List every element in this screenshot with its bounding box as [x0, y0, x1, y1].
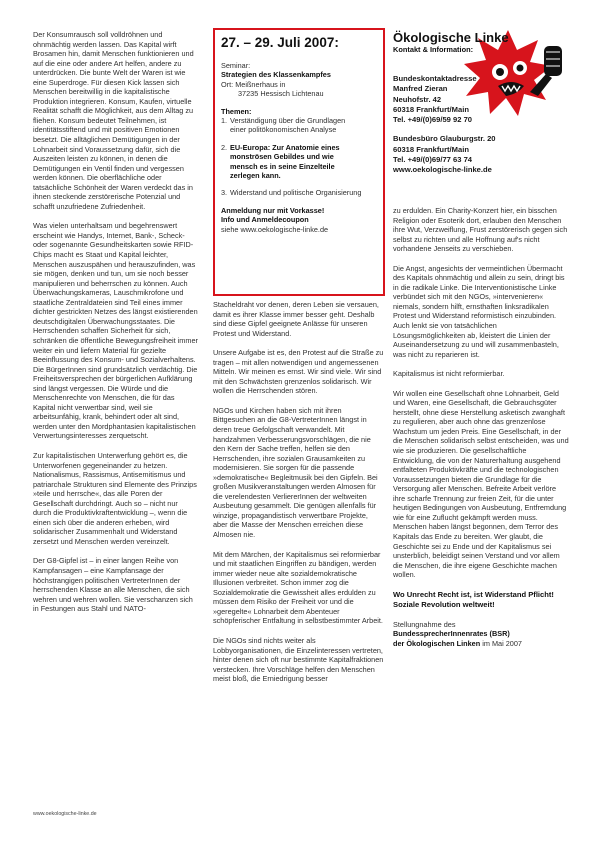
- anmeldung-line-1: Anmeldung nur mit Vorkasse!: [221, 205, 325, 215]
- contact-line: 60318 Frankfurt/Main: [393, 144, 469, 154]
- statement-org: der Ökologischen Linken: [393, 638, 481, 648]
- paragraph: Der G8-Gipfel ist – in einer langen Reihe von Kampfansagen – eine Kampfansage der höchstrangigen politischen VertreterInnen der herrschenden Klasse an alle Menschen, die sich wehren und wehren wollen. Sie verschanzen sich in Festungen aus Stahl und NATO-: [33, 556, 193, 614]
- paragraph: Die NGOs sind nichts weiter als Lobbyorganisationen, die Einzelinteressen vertreten, hinter denen sich oft nur bestimmte Kapitalfraktionen verstecken. Ihre Vorschläge helfen den Menschen meist bloß, die Erniedrigung besser: [213, 635, 384, 684]
- paragraph: Kapitalismus ist nicht reformierbar.: [393, 369, 505, 379]
- themen-number: 1.: [221, 116, 228, 126]
- contact-line: Bundeskontaktadresse: [393, 74, 477, 83]
- themen-line: monströsen Gebildes und wie: [230, 152, 334, 162]
- themen-line: zerlegen kann.: [230, 171, 281, 181]
- location-line-2: 37235 Hessisch Lichtenau: [238, 89, 324, 99]
- themen-line: Verständigung über die Grundlagen: [230, 116, 346, 126]
- themen-line: EU-Europa: Zur Anatomie eines: [230, 142, 340, 152]
- paragraph: Die Angst, angesichts der vermeintlichen Übermacht des Kapitals ohnmächtig und allein zu sein, dringt bis in die radikale Linke. Die Interventionistische Linke verbündet sich mit den NGOs, »intervenieren« niemals, sondern hilft, ernsthaften linksradikalen Protest und Widerstand reformistisch einzubinden. Auch lenkt sie von tatsächlichen Lösungsmöglichkeiten ab, kleistert die Linien der Auseinandersetzung zu und will zusammenbasteln, was nicht zu reparieren ist.: [393, 263, 565, 359]
- themen-label: Themen:: [221, 106, 252, 116]
- statement-line-1: Stellungnahme des: [393, 619, 456, 629]
- contact-line: Bundesbüro Glauburgstr. 20: [393, 134, 496, 144]
- paragraph: Der Konsumrausch soll volldröhnen und ohnmächtig werden lassen. Das Kapital wirft Brosamen hin, damit Menschen funktionieren und auf die eine oder andere Art helfen, andere zu unterdrücken. Die bunte Welt der Waren ist wie eine Superdroge. Für diesen Kick lassen sich Menschen bereitwillig in die kapitalistische Produktion integrieren. Konsum, Kaufen, virtuelle Realität schafft die Möglichkeit, aus dem Alltag zu fliehen. Konsum bedeutet Teilnehmen, ist identitätsstiftend und mit positiven Emotionen besetzt. Die alltäglichen Demütigungen in der Lohnarbeit sind Voraussetzung dafür, sich die Auszeiten leisten zu können, in denen die Demütigungen ein Ventil finden und vergessen werden können. Die oberflächliche oder tatsächliche Schönheit der Waren verdeckt das in ihnen steckende zerstörerische Potenzial und schafft unzufriedene Zufriedenheit.: [33, 30, 194, 211]
- contact-website-link[interactable]: www.oekologische-linke.de: [393, 165, 492, 175]
- paragraph: Was vielen unterhaltsam und begehrenswert erscheint wie Handys, Internet, Bank-, Scheck- oder sogenannte Gesundheitskarten sowie RFID-Chips macht es Staat und Kapital leichter, Menschen auszuspähen und herauszufinden, was sie mögen, denken und tun, um sie noch besser manipulieren und beherrschen zu können. Auch Überwachungskameras, Lauschmikrofone und staatliche Zentraldateien sind Teil eines immer dichter gestrickten Netzes des längst existierenden deutschdigitalen Überwachungsstaates. Die Herrschenden schaffen Sicherheit für sich, schränken die öffentliche Bewegungsfreiheit immer weiter ein und liefern Material für gezielte Beeinflussung des Konsum- und Sozialverhaltens. Die BürgerInnen sind grundsätzlich verdächtig. Die Freiheitsversprechen der bürgerlichen Aufklärung sind längst vergessen. Die Würde und die Menschenrechte von Menschen, die für das Kapital nicht verwertbar sind, weil sie arbeitsunfähig, krank, behindert oder alt sind, werden unter den Mordphantasien kapitalistischen Verwertungsinteresses zerquetscht.: [33, 221, 198, 441]
- themen-line: mensch es in seine Einzelteile: [230, 161, 335, 171]
- event-box: [213, 28, 385, 296]
- themen-item-1: [221, 116, 377, 135]
- themen-line: einer politökonomischen Analyse: [230, 125, 337, 135]
- footer-url[interactable]: www.oekologische-linke.de: [33, 811, 97, 817]
- contact-phone: Tel. +49/(0)69/59 92 70: [393, 115, 473, 125]
- statement-line-2: BundessprecherInnenrates (BSR): [393, 629, 510, 639]
- event-website-link[interactable]: siehe www.oekologische-linke.de: [221, 224, 329, 234]
- contact-phone: Tel. +49/(0)69/77 63 74: [393, 155, 473, 165]
- paragraph: Stacheldraht vor denen, deren Leben sie versauen, damit es ihrer Klasse immer besser geht. Deshalb sind diese Gipfel geeignete Anlässe für unseren Protest und Widerstand.: [213, 300, 379, 338]
- contact-block: [393, 74, 568, 176]
- paragraph: NGOs und Kirchen haben sich mit ihren Bittgesuchen an die G8-VertreterInnen längst in deren treue Gefolgschaft verwandelt. Mit handzahmen Verbesserungsvorschlägen, die nie den Kern der Sache treffen, helfen sie den Herrschenden, ihre sozialen Grausamkeiten zu modernisieren. Sie sorgen für die passende »demokratische« Begleitmusik bei den Gipfeln. Bei großen Musikveranstaltungen werden Almosen für die verelendesten VerliererInnen der weltweiten Ausbeutung gesammelt. Die genügen allenfalls für winzige, propagandistisch verwertbare Projekte, aber die Masse der Menschen erreichen diese Almosen nie.: [213, 405, 378, 540]
- statement-line-3: [393, 639, 569, 649]
- contact-line: Manfred Zieran: [393, 84, 448, 94]
- paragraph: Unsere Aufgabe ist es, den Protest auf die Straße zu tragen – mit allen notwendigen und angemessenen Mitteln. Wir meinen es ernst. Wir sind viele. Wir sind mit den Schwächsten grenzenlos solidarisch. Wir wollen die Herrschenden stören.: [213, 348, 384, 396]
- paragraph: Zur kapitalistischen Unterwerfung gehört es, die Unterworfenen gegeneinander zu hetzen. Nationalismus, Rassismus, Antisemitismus und patriarchale Strukturen sind Elemente des Prinzips »teile und herrsche«, das alle Poren der Gesellschaft durchdringt. Auch so – nicht nur durch die Produktivkraftentwicklung –, wenn die einen sich über die anderen erheben, wird solidarischer Zusammenhalt und Widerstand zersetzt und Menschen werden vereinzelt.: [33, 450, 197, 546]
- brand-header: [393, 30, 568, 54]
- slogan-1: Wo Unrecht Recht ist, ist Widerstand Pflicht!: [393, 589, 554, 599]
- themen-item-2: [221, 143, 377, 181]
- column-3: [393, 206, 569, 648]
- column-2: [213, 300, 384, 694]
- themen-item-3: [221, 188, 377, 197]
- paragraph: Wir wollen eine Gesellschaft ohne Lohnarbeit, Geld und Waren, eine Gesellschaft, die Gebrauchsgüter herstellt, ohne diese Herstellung asketisch zwanghaft zu regulieren, aber auch ohne das grenzenlose Wachstum um jeden Preis. Eine Gesellschaft, in der die Menschen solidarisch selbst entscheiden, was und wie sie produzieren. Die gesellschaftliche Entwicklung, die von der Naturerhaltung ausgehend entfalteten Produktivkräfte und die technologischen Voraussetzungen bieten die Grundlage für die Versorgung aller Menschen. Befreite Arbeit verlöre ihre scharfe Trennung zur freien Zeit, für die unter heutigen Bedingungen von Ausbeutung, Entfremdung wie für eine Zuflucht gekämpft werden muss. Menschen haben längst begonnen, dem Terror des Kapitals das Ende zu bereiten. Wer glaubt, die Geschichte sei zu Ende und der Kapitalismus sei unsterblich, beleidigt seinen Verstand und vor allem die Menschen, die ihre eigene Geschichte machen wollen.: [393, 388, 569, 580]
- brand-name: Ökologische Linke: [393, 30, 509, 45]
- contact-line: Neuhofstr. 42: [393, 94, 442, 104]
- location-line-1: Ort: Meißnerhaus in: [221, 79, 286, 89]
- brand-subtitle: Kontakt & Information:: [393, 45, 474, 54]
- column-1: [33, 30, 198, 624]
- themen-number: 3.: [221, 188, 228, 198]
- themen-number: 2.: [221, 142, 228, 152]
- seminar-title: Strategien des Klassenkampfes: [221, 70, 331, 80]
- contact-line: 60318 Frankfurt/Main: [393, 104, 469, 114]
- anmeldung-line-2: Info und Anmeldecoupon: [221, 215, 309, 225]
- themen-line: Widerstand und politische Organisierung: [230, 188, 362, 198]
- statement-date: im Mai 2007: [480, 638, 522, 648]
- seminar-label: Seminar:: [221, 61, 251, 70]
- event-date-title: 27. – 29. Juli 2007:: [221, 35, 339, 50]
- slogan-2: Soziale Revolution weltweit!: [393, 599, 495, 609]
- paragraph: zu erdulden. Ein Charity-Konzert hier, ein bisschen Religion oder Esoterik dort, erlauben den Menschen ihre Wut, Verzweiflung, Frust zerstörerisch gegen sich selbst zu richten und alle Hoffnung auf's nicht vorhandene Jenseits zu verschieben.: [393, 206, 568, 254]
- paragraph: Mit dem Märchen, der Kapitalismus sei reformierbar und mit staatlichen Eingriffen zu bändigen, werden immer wieder neue alte sozialdemokratische Illusionen verbreitet. Schon immer zog die Sozialdemokratie die Gewissheit alles erdulden zu müssen dem Risiko der Freiheit vor und die »geregelte« Lohnarbeit dem Abenteuer schöpferischer Entfaltung in selbstbestimmter Arbeit.: [213, 549, 383, 626]
